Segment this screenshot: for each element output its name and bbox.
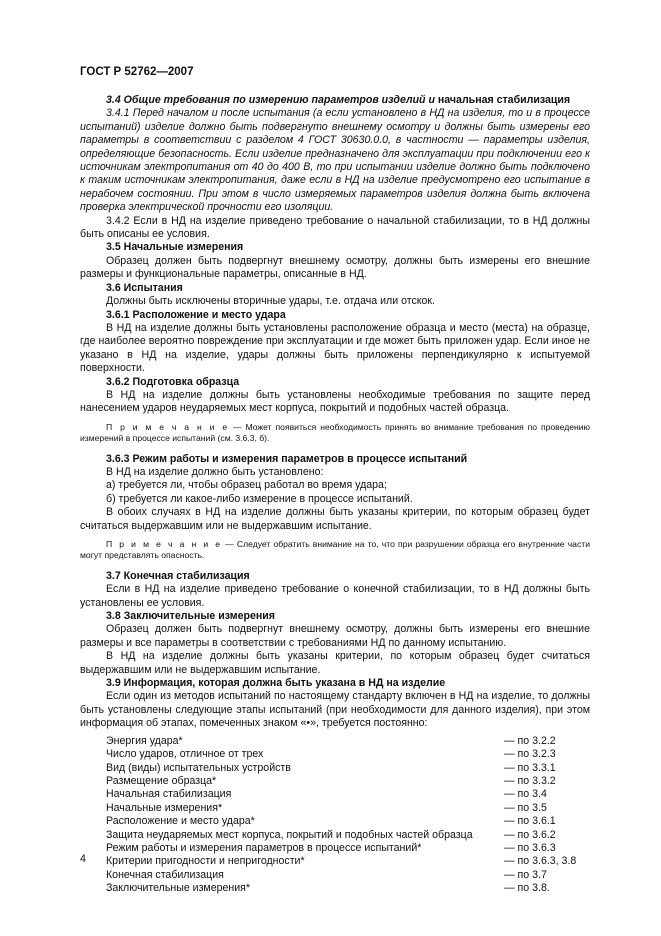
list-item-ref: — по 3.4 [504,788,547,801]
list-item [80,802,590,815]
section-3-4-heading-bold: начальная стабилизация [434,94,571,106]
list-item-ref: — по 3.7 [504,868,547,881]
paragraph-3-4-1: 3.4.1 Перед началом и после испытания (а если установлено в НД на изделия, то и в процессе испытаний) изделие должно быть подвергнуто внешнему осмотру и должны быть измерены его параметры в соответствии с разделом 4 ГОСТ 30630.0.0, в частности — параметры изделия, определяющие безопасность. Если изделие предназначено для эксплуатации при подключении его к источникам электропитания от 40 до 400 В, то при испытании изделие должно быть подключено к таким источникам электропитания, даже если в НД на изделие предусмотрено его испытание в нерабочем состоянии. При этом в число измеряемых параметров изделия должна быть включена проверка электрической прочности его изоляции. [80,107,590,214]
section-3-8-heading: 3.8 Заключительные измерения [106,610,275,623]
list-item-label: Защита неударяемых мест корпуса, покрытий и подобных частей образца [106,828,473,841]
list-item-label: Начальная стабилизация [106,788,232,801]
paragraph-3-6-3-a: а) требуется ли, чтобы образец работал во время удара; [106,479,387,492]
list-item [80,735,590,748]
section-3-9-heading: 3.9 Информация, которая должна быть указана в НД на изделие [106,677,446,690]
list-item-label: Начальные измерения* [106,801,223,814]
list-item [80,815,590,828]
list-item-label: Энергия удара* [106,734,183,747]
list-item [80,869,590,882]
page-number: 4 [80,853,86,865]
list-item-label: Расположение и место удара* [106,815,255,828]
list-item [80,855,590,868]
list-item-ref: — по 3.6.1 [504,815,556,828]
list-item [80,788,590,801]
paragraph-3-6-3-c: В обоих случаях в НД на изделие должны быть указаны критерии, по которым образец будет считаться выдержавшим или не выдержавшим испытание. [80,506,590,532]
list-item-ref: — по 3.3.1 [504,761,556,774]
list-item-ref: — по 3.5 [504,801,547,814]
paragraph-3-8-2: В НД на изделие должны быть указаны критерии, по которым образец будет считаться выдержавшим или не выдержавшим испытание. [80,650,590,676]
list-item-ref: — по 3.8. [504,882,550,895]
document-header: ГОСТ Р 52762—2007 [80,66,194,78]
document-body [80,94,590,896]
list-item-ref: — по 3.6.2 [504,828,556,841]
section-3-6-heading: 3.6 Испытания [106,281,183,294]
paragraph-3-7: Если в НД на изделие приведено требование о конечной стабилизации, то в НД должны быть установлены ее условия. [80,583,590,609]
list-item [80,748,590,761]
section-3-4-heading [80,94,590,107]
note-2-label: П р и м е ч а н и е [106,539,223,549]
paragraph-3-6-2: В НД на изделие должны быть установлены необходимые требования по защите перед нанесением ударов неударяемых мест корпуса, покрытий и подобных частей образца. [80,388,590,415]
list-item-ref: — по 3.3.2 [504,774,556,787]
section-3-6-1-heading: 3.6.1 Расположение и место удара [106,308,286,321]
list-item-label: Вид (виды) испытательных устройств [106,761,291,774]
list-item [80,829,590,842]
paragraph-3-5: Образец должен быть подвергнут внешнему осмотру, должны быть измерены его внешние размеры и функциональные параметры, описанные в НД. [80,254,590,281]
paragraph-3-6-1: В НД на изделие должны быть установлены расположение образца и место (места) на образце, где наиболее вероятно повреждение при эксплуатации и где может быть приложен удар. Если иное не указано в НД на изделие, удары должны быть приложены перпендикулярно к испытуемой поверхности. [80,321,590,375]
section-3-7-heading: 3.7 Конечная стабилизация [106,569,250,582]
paragraph-3-6-3-b: б) требуется ли какое-либо измерение в процессе испытаний. [106,492,413,505]
list-item-ref: — по 3.6.3 [504,841,556,854]
list-item-label: Режим работы и измерения параметров в процессе испытаний* [106,841,422,854]
list-item-label: Критерии пригодности и непригодности* [106,855,305,868]
paragraph-3-6: Должны быть исключены вторичные удары, т.е. отдача или отскок. [106,295,435,308]
list-item [80,762,590,775]
list-item-label: Размещение образца* [106,774,217,787]
note-1-text: — Может появиться необходимость принять во внимание требования по проведению измерений в процессе испытаний (см. 3.6.3, б). [80,421,591,444]
section-3-5-heading: 3.5 Начальные измерения [106,241,244,254]
paragraph-3-6-3: В НД на изделие должно быть установлено: [106,465,324,478]
section-3-4-heading-italic: 3.4 Общие требования по измерению параметров изделий и [106,94,435,106]
list-item-label: Число ударов, отличное от трех [106,748,264,761]
paragraph-3-8-1: Образец должен быть подвергнут внешнему осмотру, должны быть измерены его внешние размеры и все параметры в соответствии с требованиями НД по данному испытанию. [80,623,590,649]
list-item-label: Заключительные измерения* [106,882,251,895]
list-item-ref: — по 3.6.3, 3.8 [504,855,577,868]
list-item [80,775,590,788]
test-stages-list [80,735,590,896]
note-1-label: П р и м е ч а н и е [106,421,230,432]
list-item-ref: — по 3.2.3 [504,748,556,761]
section-3-6-3-heading: 3.6.3 Режим работы и измерения параметров в процессе испытаний [106,452,468,465]
note-2 [80,539,590,562]
list-item [80,842,590,855]
note-1 [80,422,590,445]
note-2-text: — Следует обратить внимание на то, что при разрушении образца его внутренние части могут представлять опасность. [80,539,590,561]
list-item-ref: — по 3.2.2 [504,734,556,747]
list-item [80,882,590,895]
list-item-label: Конечная стабилизация [106,868,224,881]
paragraph-3-9: Если один из методов испытаний по настоящему стандарту включен в НД на изделие, то должны быть установлены следующие этапы испытаний (при необходимости для данного изделия), при этом информация об этапах, помеченных знаком «•», требуется постоянно: [80,690,590,730]
section-3-6-2-heading: 3.6.2 Подготовка образца [106,375,240,388]
paragraph-3-4-2: 3.4.2 Если в НД на изделие приведено требование о начальной стабилизации, то в НД должны быть описаны ее условия. [80,214,590,241]
